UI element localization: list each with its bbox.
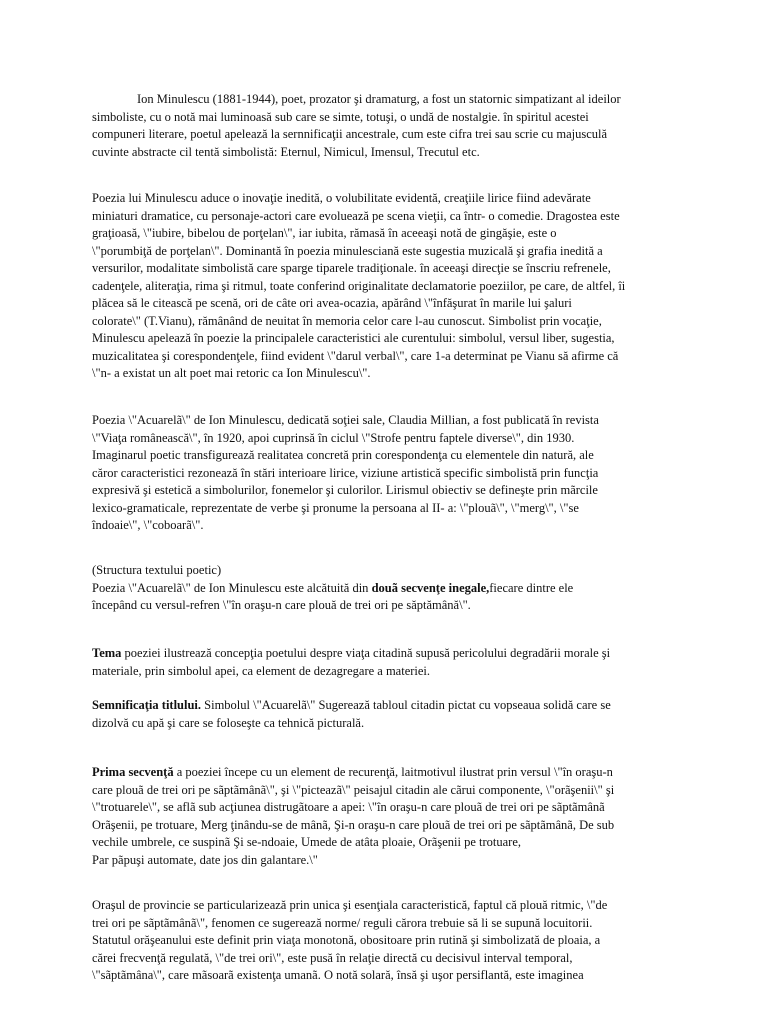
text-line: Poezia \"Acuarelã\" de Ion Minulescu, dedicată soţiei sale, Claudia Millian, a fost publicată în revista — [92, 413, 599, 427]
text-line: muzicalitatea şi corespondenţele, fiind evident \"darul verbal\", care 1-a determinat pe Vianu să afirme că — [92, 348, 619, 363]
paragraph — [92, 764, 614, 869]
text-line: vechile umbrele, ce suspinã Şi se-ndoaie, Umede de atâta ploaie, Orãşenii pe trotuare, — [92, 835, 521, 849]
text-line: \"Viaţa românească\", în 1920, apoi cuprinsă în ciclul \"Strofe pentru faptele diverse\", din 1930. — [92, 430, 575, 445]
paragraph — [92, 697, 611, 732]
text-span: Poezia \"Acuarelã\" de Ion Minulescu este alcătuită din — [92, 580, 372, 595]
bold-heading-text: Tema — [92, 646, 122, 660]
text-line: Orãşenii, pe trotuare, Merg ţinându-se de mânã, Şi-n oraşu-n care plouã de trei ori pe sãptãmânã, De sub — [92, 817, 615, 832]
text-span: Simbolul \"Acuarelã\" Sugerează tabloul citadin pictat cu vopseaua solidă care se — [201, 698, 611, 712]
text-line: cadenţele, aliteraţia, rima şi ritmul, toate conferind originalitate declamatorie poeziilor, pe care, de altfel, îi — [92, 278, 626, 293]
text-line: \"porumbiţă de porţelan\". Dominantă în poezia minulesciană este sugestia muzicală şi grafia inedită a — [92, 243, 603, 258]
text-line: începând cu versul-refren \"în oraşu-n care plouă de trei ori pe săptămână\". — [92, 598, 471, 612]
paragraph — [92, 897, 607, 985]
text-line: versurilor, modalitate simbolistă care sparge tiparele tradiţionale. în aceeaşi direcţie se înscriu refrenele, — [92, 261, 611, 275]
text-line: materiale, prin simbolul apei, ca element de dezagregare a materiei. — [92, 663, 431, 678]
text-line: Oraşul de provincie se particularizează prin unica şi esenţiala caracteristică, faptul că plouă ritmic, \"de — [92, 898, 608, 912]
paragraph — [92, 91, 621, 161]
text-line — [92, 580, 573, 598]
text-line: lexico-gramaticale, reprezentate de verbe şi pronume la persoana al II- a: \"plouã\", \"merg\", \"se — [92, 500, 579, 515]
text-line: care plouã de trei ori pe sãptãmânã\", şi \"picteazã\" peisajul citadin ale cãrui componente, \"orãşenii\" şi — [92, 782, 615, 797]
text-line: îndoaie\", \"coboarã\". — [92, 518, 204, 532]
paragraph — [92, 645, 610, 680]
text-line: graţioasă, \"iubire, bibelou de porţelan\", iar iubita, rămasă în aceeaşi notă de gingăşie, este o — [92, 226, 557, 240]
text-line — [92, 764, 614, 782]
text-span: fiecare dintre ele — [489, 580, 574, 595]
text-line: simboliste, cu o notă mai luminoasă sub care se simte, totuşi, o undă de nostalgie. în spiritul acestei — [92, 109, 589, 124]
paragraph — [92, 412, 599, 535]
text-line — [92, 645, 610, 663]
text-line: colorate\" (T.Vianu), rămânând de neuitat în memoria celor care l-au cunoscut. Simbolist prin vocaţie, — [92, 313, 602, 328]
text-line: căror caracteristici rezonează în stări interioare lirice, viziune artistică specific simbolistă prin funcţia — [92, 465, 599, 480]
text-line: \"sãptãmâna\", care mãsoarã existenţa umanã. O notă solară, însă şi uşor persiflantă, este imaginea — [92, 968, 584, 982]
text-line: Par pãpuşi automate, date jos din galantare.\" — [92, 852, 318, 867]
text-line: expresivă şi estetică a simbolurilor, fonemelor şi culorilor. Lirismul obiectiv se defineşte prin mãrcile — [92, 483, 598, 497]
text-line: Ion Minulescu (1881-1944), poet, prozator şi dramaturg, a fost un statornic simpatizant al ideilor — [137, 92, 621, 106]
bold-heading-text: douã secvenţe inegale, — [371, 580, 490, 595]
text-line: miniaturi dramatice, cu personaje-actori care evoluează pe scena vieţii, ca într- o comedie. Dragostea este — [92, 208, 620, 223]
text-line: cărei frecvenţă regulată, \"de trei ori\", este pusă în relaţie directă cu decisivul interval temporal, — [92, 950, 573, 965]
text-line: \"trotuarele\", se aflã sub acţiunea distrugãtoare a apei: \"în oraşu-n care plouã de trei ori pe sãptãmânã — [92, 800, 605, 814]
text-line: Minulescu apelează în poezie la principalele caracteristici ale curentului: simbolul, versul liber, sugestia, — [92, 331, 615, 345]
text-line: Imaginarul poetic transfigurează realitatea concretă prin corespondenţa cu elementele din natură, ale — [92, 448, 594, 462]
text-line: (Structura textului poetic) — [92, 563, 222, 577]
text-line: Statutul orăşeanului este definit prin viaţa monotonă, obositoare prin rutină şi simbolizată de ploaia, a — [92, 933, 601, 947]
bold-heading-text: Prima secvenţă — [92, 765, 174, 779]
text-line: compuneri literare, poetul apelează la sernnificaţii ancestrale, cum este cifra trei sau scrie cu majusculă — [92, 127, 608, 141]
text-line: dizolvă cu apă şi care se foloseşte ca tehnică picturală. — [92, 715, 365, 730]
text-line: cuvinte abstracte cil tentă simbolistă: Eternul, Nimicul, Imensul, Trecutul etc. — [92, 144, 480, 159]
text-span: a poeziei începe cu un element de recurenţă, laitmotivul ilustrat prin versul \"în oraşu-n — [173, 765, 613, 779]
text-line: \"n- a existat un alt poet mai retoric ca Ion Minulescu\". — [92, 366, 371, 380]
text-line: Poezia lui Minulescu aduce o inovaţie inedită, o volubilitate evidentă, creaţiile lirice fiind adevărate — [92, 191, 591, 205]
text-line: plăcea să le citească pe scenă, ori de câte ori avea-ocazia, apărând \"înfăşurat în marile lui şaluri — [92, 296, 572, 310]
paragraph — [92, 190, 625, 383]
paragraph — [92, 562, 573, 615]
text-line: trei ori pe sãptãmânã\", fenomen ce sugerează norme/ reguli cărora trebuie să li se supună locuitorii. — [92, 915, 593, 930]
text-line — [92, 697, 611, 715]
text-span: poeziei ilustrează concepţia poetului despre viaţa citadină supusă pericolului degradării morale şi — [121, 646, 611, 660]
bold-heading-text: Semnificaţia titlului. — [92, 698, 202, 712]
